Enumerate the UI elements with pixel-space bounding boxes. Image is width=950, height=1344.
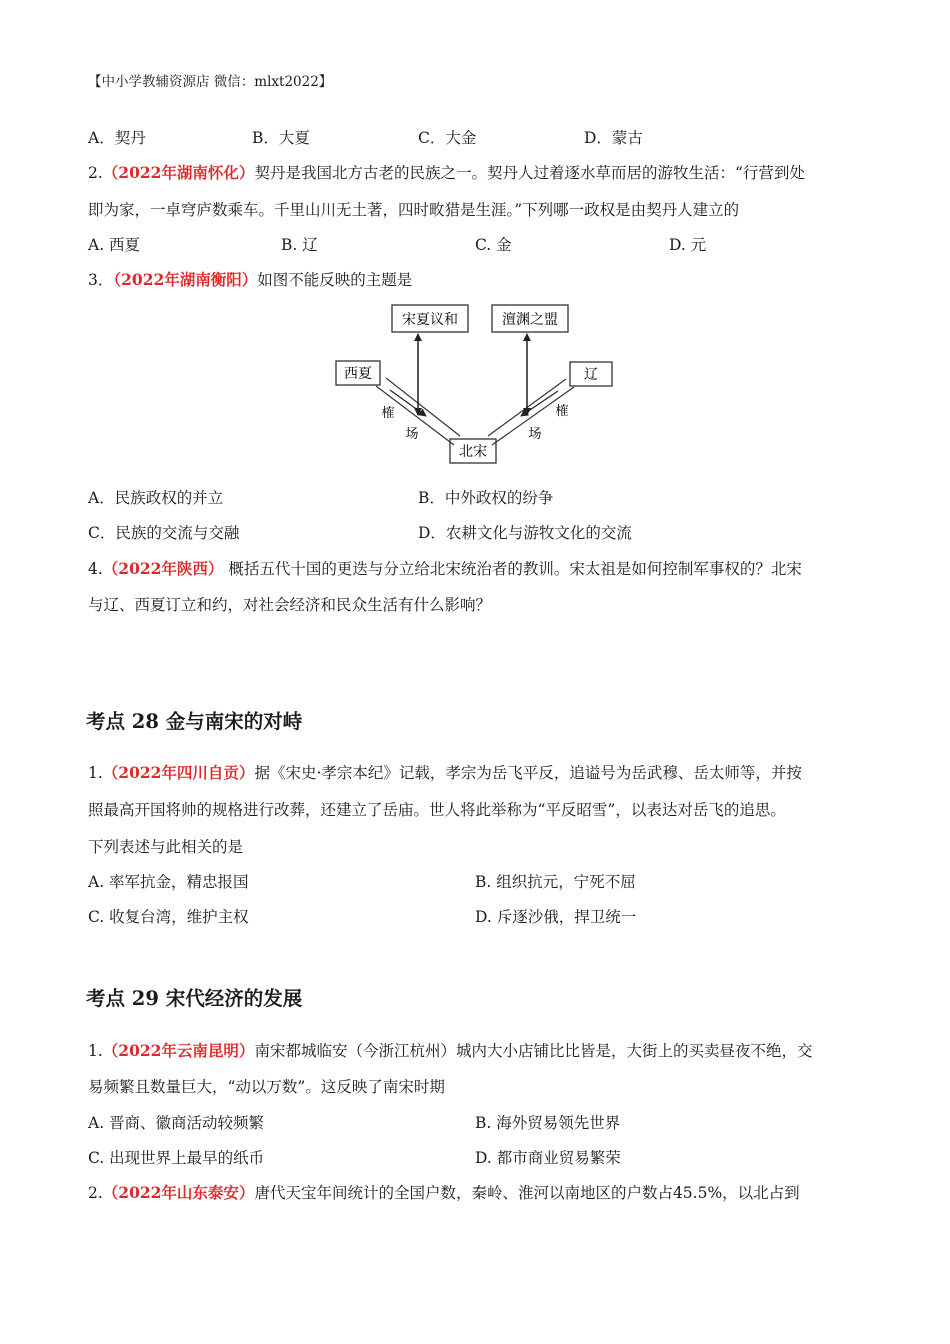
treaty-box-chanyuan-label: 澶渊之盟 [502, 312, 558, 328]
s29-q1-option-c: C. 出现世界上最早的纸币 [88, 1149, 265, 1167]
s28-q1-text-1: 据《宋史·孝宗本纪》记载，孝宗为岳飞平反，追谥号为岳武穆、岳太师等，并按 [254, 764, 802, 782]
s28-q1-line-3: 下列表述与此相关的是 [88, 838, 244, 856]
q2-source: （2022年湖南怀化） [102, 163, 255, 182]
q4-source: （2022年陕西） [102, 559, 224, 578]
q3-source: （2022年湖南衡阳） [113, 270, 258, 289]
section-28-title: 考点 28 金与南宋的对峙 [86, 710, 303, 733]
page-header: 【中小学教辅资源店 微信：mlxt2022】 [88, 74, 333, 90]
q1-option-b: B．大夏 [252, 129, 310, 147]
treaty-box-songxia-label: 宋夏议和 [402, 312, 458, 328]
s29-q2-text-1: 唐代天宝年间统计的全国户数，秦岭、淮河以南地区的户数占45.5%，以北占到 [254, 1184, 800, 1202]
q3-number: 3． [88, 271, 114, 289]
q3-option-d: D．农耕文化与游牧文化的交流 [418, 524, 632, 542]
q3-option-a: A．民族政权的并立 [88, 489, 224, 507]
q3-text: 如图不能反映的主题是 [257, 271, 413, 289]
s29-q1-line-1 [88, 1041, 812, 1061]
q2-option-c: C. 金 [475, 236, 512, 254]
s28-q1-number: 1. [88, 764, 103, 782]
q4-number: 4. [88, 560, 103, 578]
s29-q1-option-a: A. 晋商、徽商活动较频繁 [88, 1114, 265, 1132]
section-29-title: 考点 29 宋代经济的发展 [86, 987, 303, 1010]
s29-q2-line-1 [88, 1183, 800, 1203]
q2-line-2: 即为家，一卓穹庐数乘车。千里山川无土著，四时畋猎是生涯。”下列哪一政权是由契丹人建立的 [88, 201, 740, 219]
s29-q1-number: 1. [88, 1042, 103, 1060]
q2-option-d: D. 元 [669, 236, 707, 254]
q3-line-1 [88, 270, 412, 290]
q4-line-2: 与辽、西夏订立和约，对社会经济和民众生活有什么影响？ [88, 596, 492, 614]
q1-option-a: A．契丹 [88, 129, 146, 147]
q2-text-1: 契丹是我国北方古老的民族之一。契丹人过着逐水草而居的游牧生活：“行营到处 [254, 164, 805, 182]
q4-text-1: 概括五代十国的更迭与分立给北宋统治者的教训。宋太祖是如何控制军事权的？北宋 [223, 560, 802, 578]
q3-diagram [330, 300, 630, 470]
s29-q1-option-b: B. 海外贸易领先世界 [475, 1114, 621, 1132]
q4-line-1 [88, 559, 802, 579]
s29-q1-source: （2022年云南昆明） [102, 1041, 255, 1060]
state-box-liao-label: 辽 [584, 367, 598, 383]
s29-q1-line-2: 易频繁且数量巨大，“动以万数”。这反映了南宋时期 [88, 1078, 445, 1096]
left-channel-label-1: 榷 [381, 406, 395, 421]
q2-option-a: A. 西夏 [88, 236, 141, 254]
s28-q1-option-d: D. 斥逐沙俄，捍卫统一 [475, 908, 637, 926]
q3-option-c: C．民族的交流与交融 [88, 524, 240, 542]
s28-q1-source: （2022年四川自贡） [102, 763, 255, 782]
state-box-beisong-label: 北宋 [459, 444, 487, 460]
left-channel-label-2: 场 [405, 427, 419, 442]
s29-q2-number: 2. [88, 1184, 103, 1202]
s28-q1-option-b: B. 组织抗元，宁死不屈 [475, 873, 636, 891]
q3-option-b: B．中外政权的纷争 [418, 489, 554, 507]
s29-q2-source: （2022年山东泰安） [102, 1183, 255, 1202]
right-channel-label-2: 场 [528, 427, 542, 442]
q2-option-b: B. 辽 [281, 236, 318, 254]
s28-q1-option-a: A. 率军抗金，精忠报国 [88, 873, 249, 891]
s28-q1-option-c: C. 收复台湾，维护主权 [88, 908, 249, 926]
q1-option-d: D．蒙古 [584, 129, 643, 147]
q2-number: 2. [88, 164, 103, 182]
q2-line-1 [88, 163, 805, 183]
s29-q1-text-1: 南宋都城临安（今浙江杭州）城内大小店铺比比皆是，大街上的买卖昼夜不绝，交 [254, 1042, 813, 1060]
q1-option-c: C．大金 [418, 129, 477, 147]
right-channel-label-1: 榷 [555, 404, 569, 419]
s29-q1-option-d: D. 都市商业贸易繁荣 [475, 1149, 621, 1167]
state-box-xixia-label: 西夏 [344, 366, 372, 382]
s28-q1-line-1 [88, 763, 802, 783]
s28-q1-line-2: 照最高开国将帅的规格进行改葬，还建立了岳庙。世人将此举称为“平反昭雪”，以表达对岳飞的追思。 [88, 801, 786, 819]
